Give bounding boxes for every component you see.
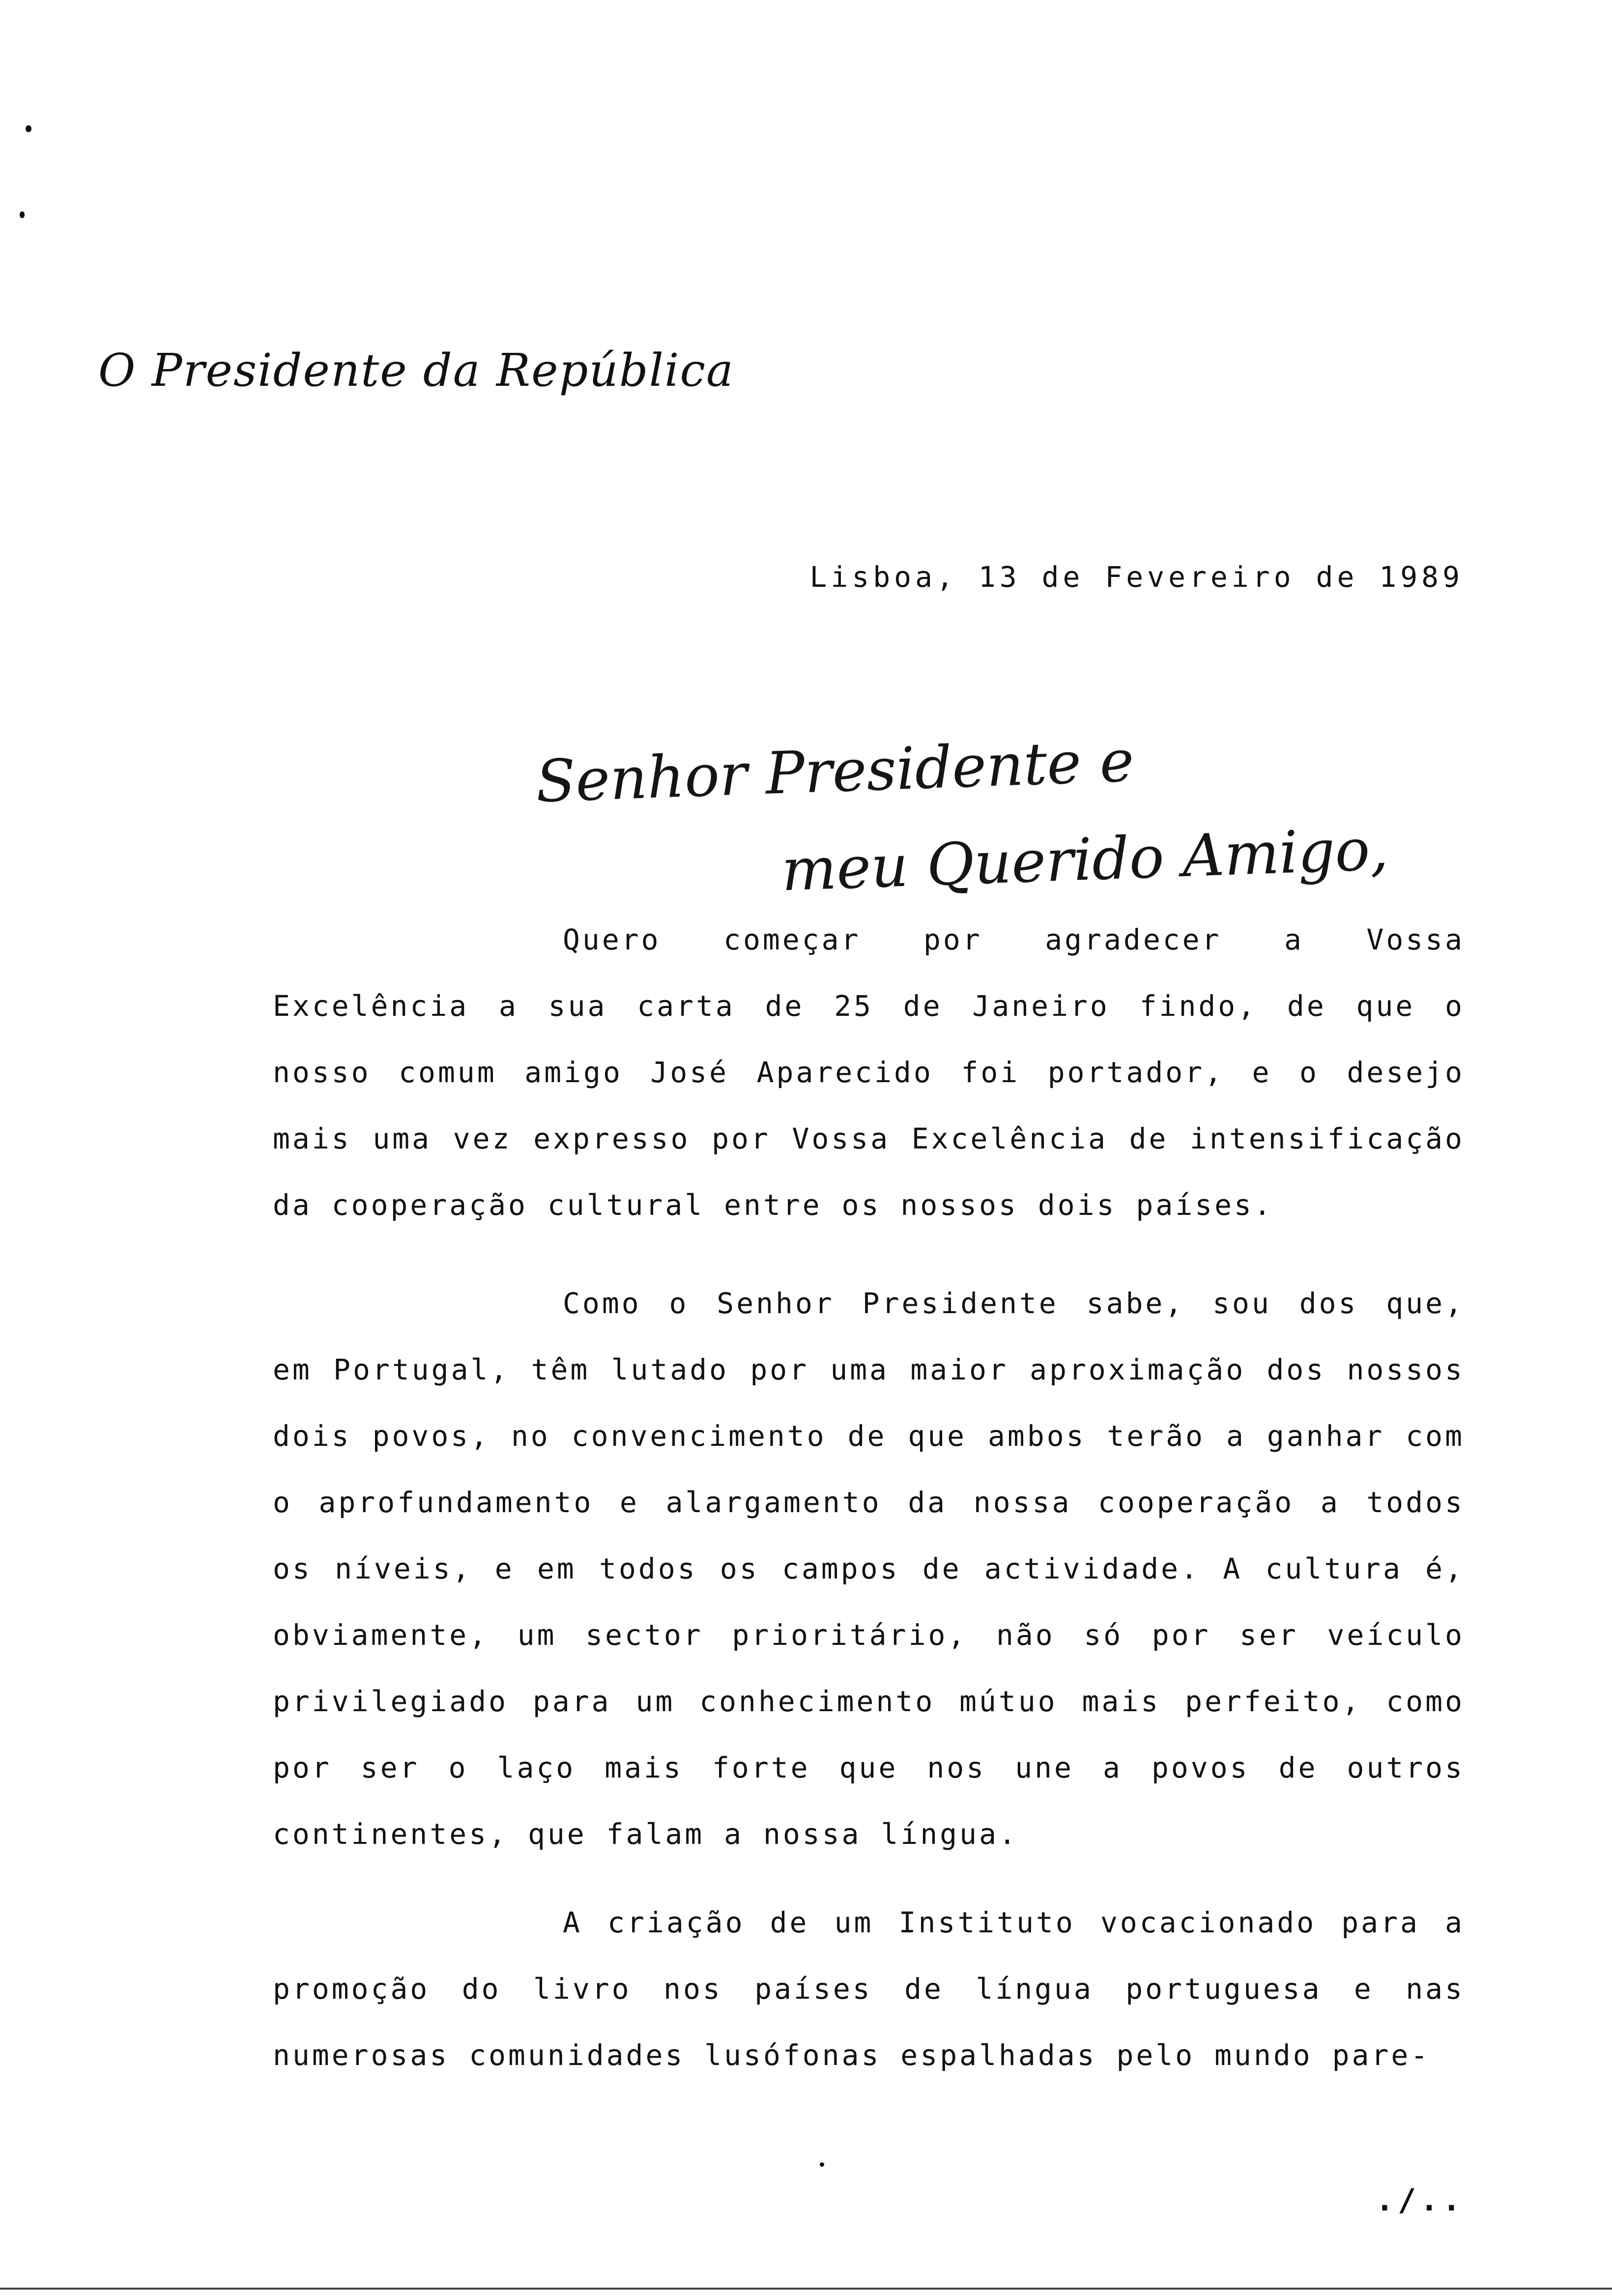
letterhead-title: O Presidente da República [98,344,734,397]
paragraph [273,1890,1465,2089]
scan-speck [20,211,25,218]
paragraph-text: Quero começar por agradecer a Vossa Excelência a sua carta de 25 de Janeiro findo, de que o nosso comum amigo José Aparecido foi portador, e o desejo mais uma vez expresso por Vossa Excelência de intensificação da cooperação cultural entre os nossos dois países. [273,923,1465,1222]
paragraph [273,907,1465,1238]
scan-speck [26,125,31,132]
scan-speck [820,2162,824,2167]
salutation-line-2: meu Querido Amigo, [780,815,1390,904]
paragraph [273,1270,1465,1867]
salutation-line-1: Senhor Presidente e [534,726,1135,816]
date-line: Lisboa, 13 de Fevereiro de 1989 [809,560,1464,594]
continuation-mark: ./.. [1375,2182,1465,2218]
paragraph-text: A criação de um Instituto vocacionado para a promoção do livro nos países de língua portuguesa e nas numerosas comunidades lusófonas espalhadas pelo mundo pare- [273,1906,1465,2072]
paragraph-text: Como o Senhor Presidente sabe, sou dos que, em Portugal, têm lutado por uma maior aproximação dos nossos dois povos, no convencimento de que ambos terão a ganhar com o aprofundamento e alargamento da nossa cooperação a todos os níveis, e em todos os campos de actividade. A cultura é, obviamente, um sector prioritário, não só por ser veículo privilegiado para um conhecimento mútuo mais perfeito, como por ser o laço mais forte que nos une a povos de outros continentes, que falam a nossa língua. [273,1287,1465,1851]
page-bottom-edge [0,2288,1612,2290]
